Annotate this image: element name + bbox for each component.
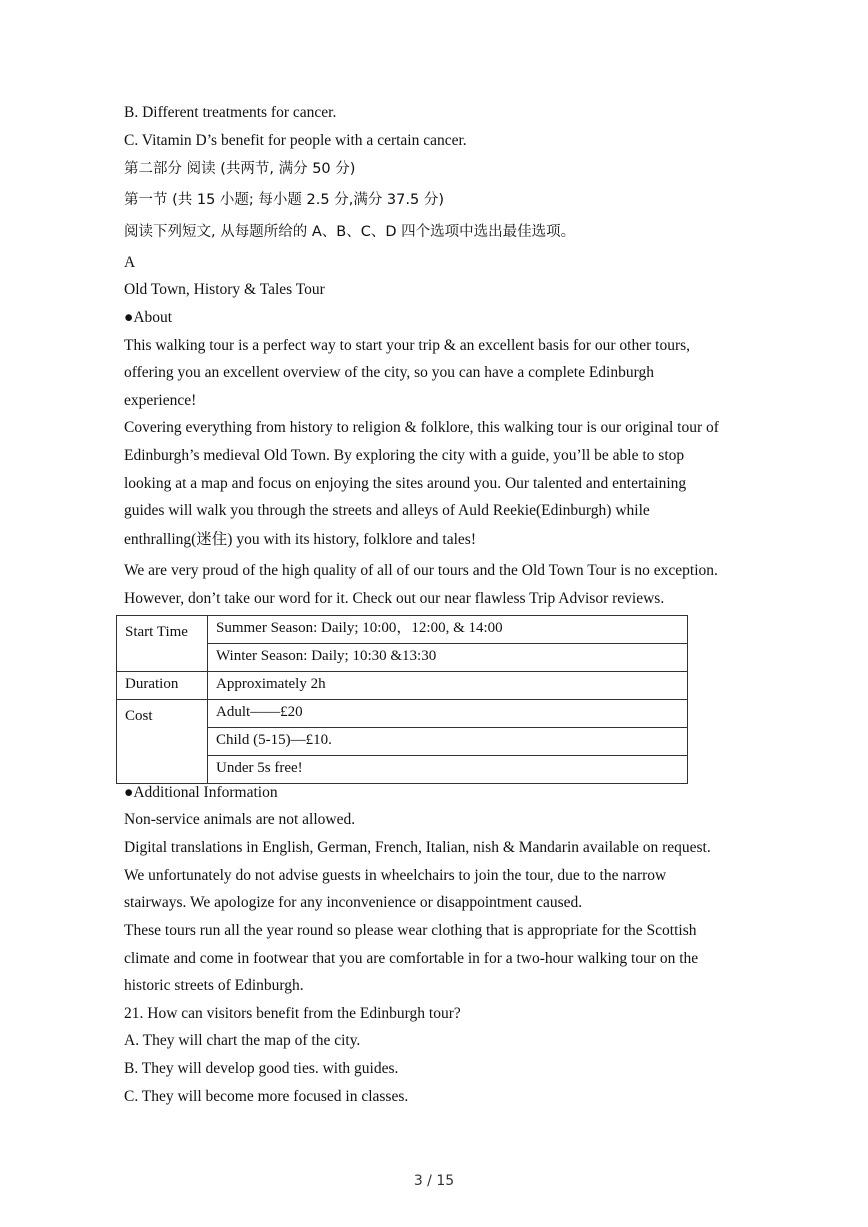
additional-info-heading: ●Additional Information (124, 784, 278, 801)
duration-label: Duration (117, 672, 208, 700)
paragraph-line: This walking tour is a perfect way to start your trip & an excellent basis for our other tours, (124, 337, 691, 354)
about-heading: ●About (124, 309, 173, 326)
paragraph-line: Non-service animals are not allowed. (124, 811, 356, 828)
option-a: A. They will chart the map of the city. (124, 1032, 361, 1049)
option-b-previous: B. Different treatments for cancer. (124, 104, 337, 121)
paragraph-line: We unfortunately do not advise guests in wheelchairs to join the tour, due to the narrow (124, 867, 667, 884)
instructions: 阅读下列短文, 从每题所给的 A、B、C、D 四个选项中选出最佳选项。 (124, 224, 576, 240)
option-b: B. They will develop good ties. with guides. (124, 1060, 399, 1077)
page-number: 3 / 15 (413, 1173, 455, 1189)
cost-adult: Adult——£20 (208, 700, 688, 728)
paragraph-line: stairways. We apologize for any inconvenience or disappointment caused. (124, 894, 583, 911)
start-time-label: Start Time (117, 616, 208, 672)
passage-title: Old Town, History & Tales Tour (124, 281, 325, 298)
summer-times: Summer Season: Daily; 10:00，12:00, & 14:00 (208, 616, 688, 644)
subsection-heading: 第一节 (共 15 小题; 每小题 2.5 分,满分 37.5 分) (124, 192, 444, 208)
paragraph-line: However, don’t take our word for it. Check out our near flawless Trip Advisor reviews. (124, 590, 665, 607)
section-heading: 第二部分 阅读 (共两节, 满分 50 分) (124, 161, 356, 177)
question-21: 21. How can visitors benefit from the Edinburgh tour? (124, 1005, 461, 1022)
paragraph-line: guides will walk you through the streets and alleys of Auld Reekie(Edinburgh) while (124, 502, 650, 519)
paragraph-line: looking at a map and focus on enjoying the sites around you. Our talented and entertaining (124, 475, 687, 492)
paragraph-line: Digital translations in English, German, French, Italian, nish & Mandarin available on request. (124, 839, 711, 856)
paragraph-line: enthralling(迷住) you with its history, folklore and tales! (124, 531, 476, 548)
duration-value: Approximately 2h (208, 672, 688, 700)
tour-info-table (116, 615, 688, 784)
paragraph-line: Edinburgh’s medieval Old Town. By exploring the city with a guide, you’ll be able to stop (124, 447, 685, 464)
paragraph-line: We are very proud of the high quality of all of our tours and the Old Town Tour is no exception. (124, 562, 718, 579)
paragraph-line: climate and come in footwear that you are comfortable in for a two-hour walking tour on the (124, 950, 699, 967)
winter-times: Winter Season: Daily; 10:30 &13:30 (208, 644, 688, 672)
paragraph-line: historic streets of Edinburgh. (124, 977, 304, 994)
option-c: C. They will become more focused in classes. (124, 1088, 409, 1105)
cost-label: Cost (117, 700, 208, 784)
paragraph-line: These tours run all the year round so please wear clothing that is appropriate for the Scottish (124, 922, 697, 939)
paragraph-line: experience! (124, 392, 197, 409)
cost-child: Child (5-15)—£10. (208, 728, 688, 756)
paragraph-line: offering you an excellent overview of the city, so you can have a complete Edinburgh (124, 364, 654, 381)
cost-under5: Under 5s free! (208, 756, 688, 784)
paragraph-line: Covering everything from history to religion & folklore, this walking tour is our original tour of (124, 419, 719, 436)
option-c-previous: C. Vitamin D’s benefit for people with a certain cancer. (124, 132, 467, 149)
passage-letter: A (124, 254, 136, 271)
